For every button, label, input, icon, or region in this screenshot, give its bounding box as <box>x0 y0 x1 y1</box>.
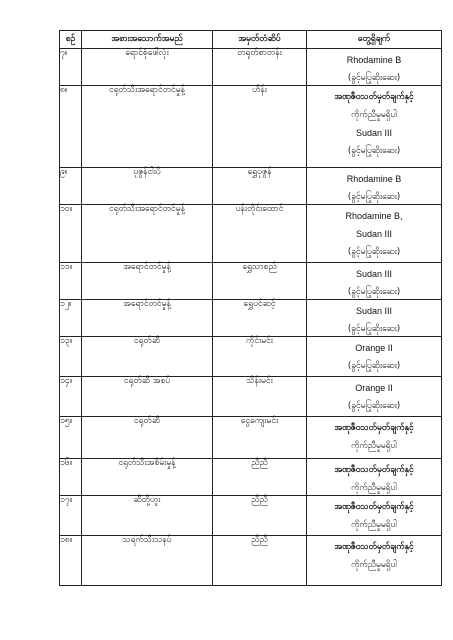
food-name: အရောင်တင်မှုန့် <box>82 300 213 337</box>
food-name: အရောင်တင်မှုန့် <box>82 263 213 300</box>
food-name: ငရုတ်ဆီ <box>82 417 213 459</box>
brand-name: ငွေကျေးမင်း <box>213 417 307 459</box>
table-row <box>60 49 442 86</box>
brand-name: ဟိန်း <box>213 86 307 168</box>
finding-cell <box>307 49 442 86</box>
table-row <box>60 536 442 586</box>
finding-line: (ခွင့်မပြုဆိုးဆေး) <box>347 361 401 371</box>
finding-cell <box>307 300 442 337</box>
row-number: ၈။ <box>60 86 82 168</box>
brand-name: ပန်းတိုင်းထောင် <box>213 205 307 263</box>
finding-line: ကိုက်ညီမှုမရှိပါ <box>351 520 397 530</box>
row-number: ၁၀။ <box>60 205 82 263</box>
food-name: သရက်သီးသနပ် <box>82 536 213 586</box>
food-name: ငရုတ်သီးအရောင်တင်မှုန့် <box>82 86 213 168</box>
brand-name: သိန်းမင်း <box>213 377 307 417</box>
header-food: အစားအသောက်အမည် <box>82 31 213 49</box>
brand-name: ရွှေပင်ဆင့် <box>213 300 307 337</box>
finding-cell <box>307 417 442 459</box>
finding-line: ကိုက်ညီမှုမရှိပါ <box>351 441 397 451</box>
food-name: ဆီတို့ဟူး <box>82 496 213 536</box>
finding-line: (ခွင့်မပြုဆိုးဆေး) <box>347 287 401 297</box>
finding-line: Sudan III <box>355 269 393 279</box>
header-finding: တွေ့ရှိချက် <box>307 31 442 49</box>
header-brand: အမှတ်တံဆိပ် <box>213 31 307 49</box>
brand-name: ရွှေသာစည် <box>213 263 307 300</box>
finding-cell <box>307 536 442 586</box>
finding-line: ကိုက်ညီမှုမရှိပါ <box>351 560 397 570</box>
table-row <box>60 377 442 417</box>
finding-line: ကိုက်ညီမှုမရှိပါ <box>351 483 397 493</box>
finding-line: အဏုဇီဝသတ်မှတ်ချက်နှင့် <box>334 92 414 102</box>
brand-name: ညီညီ <box>213 536 307 586</box>
finding-cell <box>307 459 442 496</box>
finding-line: (ခွင့်မပြုဆိုးဆေး) <box>347 146 401 156</box>
finding-line: Orange II <box>355 383 393 393</box>
row-number: ၁၂။ <box>60 300 82 337</box>
finding-cell <box>307 205 442 263</box>
finding-line: (ခွင့်မပြုဆိုးဆေး) <box>347 192 401 202</box>
row-number: ၉။ <box>60 168 82 205</box>
table-body <box>60 49 442 586</box>
finding-line: Sudan III <box>355 229 393 239</box>
findings-table <box>59 30 442 586</box>
finding-cell <box>307 168 442 205</box>
table-row <box>60 496 442 536</box>
finding-line: (ခွင့်မပြုဆိုးဆေး) <box>347 73 401 83</box>
row-number: ၁၄။ <box>60 377 82 417</box>
finding-line: Sudan III <box>355 306 393 316</box>
food-name: ငရုတ်သီးအစိမ်းမှုန့် <box>82 459 213 496</box>
finding-line: Orange II <box>355 343 393 353</box>
header-no: စဥ် <box>60 31 82 49</box>
row-number: ၇။ <box>60 49 82 86</box>
finding-line: (ခွင့်မပြုဆိုးဆေး) <box>347 247 401 257</box>
row-number: ၁၇။ <box>60 496 82 536</box>
row-number: ၁၆။ <box>60 459 82 496</box>
food-name: ငရုတ်ဆီ အစပ် <box>82 377 213 417</box>
row-number: ၁၃။ <box>60 337 82 377</box>
food-name: ငရုတ်ဆီ <box>82 337 213 377</box>
finding-line: (ခွင့်မပြုဆိုးဆေး) <box>347 324 401 334</box>
finding-line: အဏုဇီဝသတ်မှတ်ချက်နှင့် <box>334 502 414 512</box>
finding-line: Rhodamine B, <box>345 211 403 221</box>
finding-line: ကိုက်ညီမှုမရှိပါ <box>351 110 397 120</box>
table-row <box>60 86 442 168</box>
finding-line: Sudan III <box>355 128 393 138</box>
finding-line: အဏုဇီဝသတ်မှတ်ချက်နှင့် <box>334 423 414 433</box>
brand-name: ကိုင်းမင်း <box>213 337 307 377</box>
brand-name: တရုတ်စာတန်း <box>213 49 307 86</box>
food-name: ရောင်စုံဖေါလုံး <box>82 49 213 86</box>
row-number: ၁၅။ <box>60 417 82 459</box>
food-name: ပုဇွန်ငါးပိ <box>82 168 213 205</box>
finding-cell <box>307 496 442 536</box>
finding-cell <box>307 263 442 300</box>
brand-name: ညီညီ <box>213 459 307 496</box>
brand-name: ရွှေပုဇွန် <box>213 168 307 205</box>
finding-line: Rhodamine B <box>346 55 402 65</box>
table-row <box>60 417 442 459</box>
finding-cell <box>307 377 442 417</box>
row-number: ၁၁။ <box>60 263 82 300</box>
table-row <box>60 300 442 337</box>
table-row <box>60 168 442 205</box>
finding-line: အဏုဇီဝသတ်မှတ်ချက်နှင့် <box>334 465 414 475</box>
brand-name: ညီညီ <box>213 496 307 536</box>
table-row <box>60 337 442 377</box>
finding-line: (ခွင့်မပြုဆိုးဆေး) <box>347 401 401 411</box>
finding-line: Rhodamine B <box>346 174 402 184</box>
row-number: ၁၈။ <box>60 536 82 586</box>
finding-line: အဏုဇီဝသတ်မှတ်ချက်နှင့် <box>334 542 414 552</box>
table-row <box>60 205 442 263</box>
finding-cell <box>307 86 442 168</box>
finding-cell <box>307 337 442 377</box>
table-row <box>60 459 442 496</box>
food-name: ငရုတ်သီးအရောင်တင်မှုန့် <box>82 205 213 263</box>
header-row <box>60 31 442 49</box>
table-row <box>60 263 442 300</box>
